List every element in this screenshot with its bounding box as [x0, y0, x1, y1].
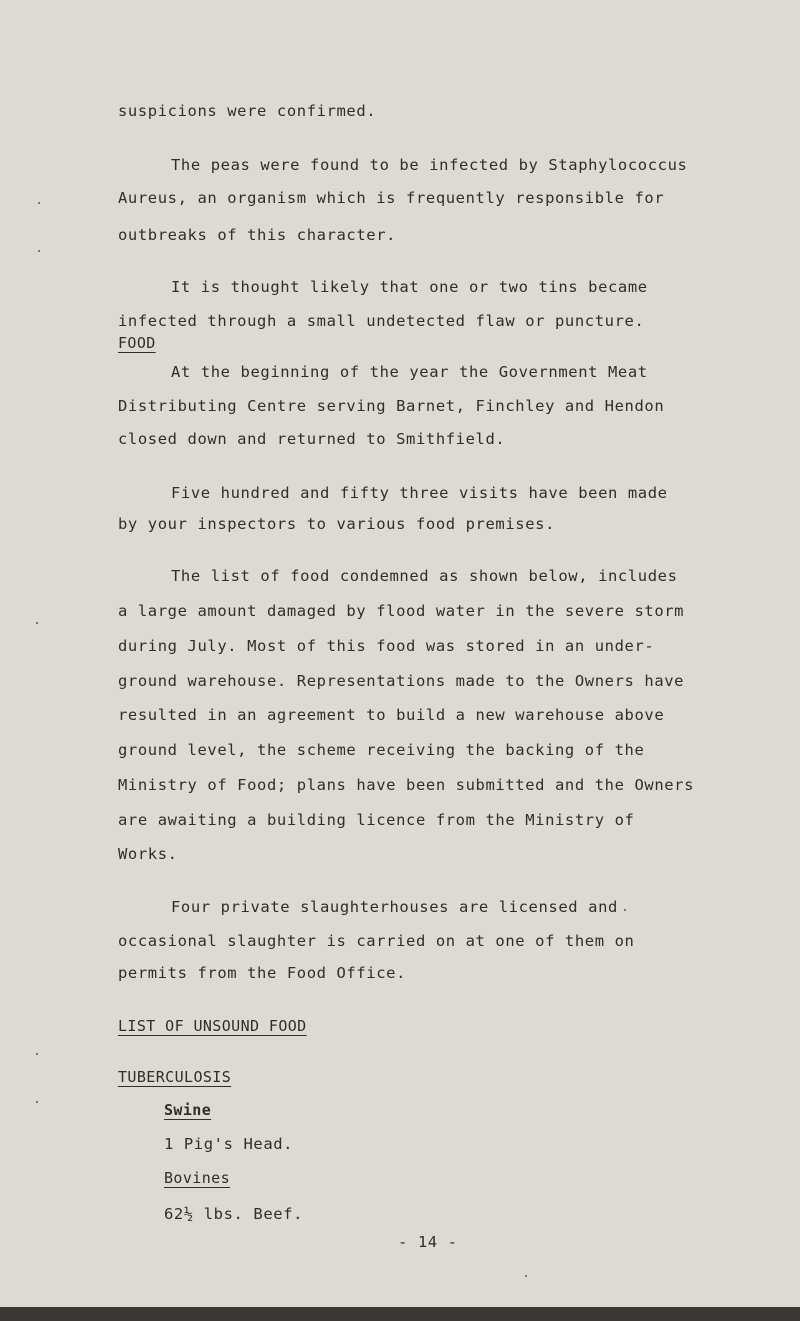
item-swine: 1 Pig's Head. [164, 1135, 294, 1153]
text-line: are awaiting a building licence from the Ministry of [118, 811, 635, 829]
page-number: - 14 - [398, 1233, 458, 1251]
paper-speck [38, 250, 40, 252]
text-line: Distributing Centre serving Barnet, Finchley and Hendon [118, 397, 665, 415]
text-line: a large amount damaged by flood water in the severe storm [118, 602, 685, 620]
paper-speck [624, 909, 626, 911]
paper-speck [36, 1101, 38, 1103]
text-line: At the beginning of the year the Government Meat [171, 363, 648, 381]
text-line: permits from the Food Office. [118, 964, 407, 982]
text-line: Works. [118, 845, 178, 863]
text-line: ground level, the scheme receiving the backing of the [118, 741, 645, 759]
paper-speck [38, 202, 40, 204]
text-line: The list of food condemned as shown below, includes [171, 567, 678, 585]
text-line: outbreaks of this character. [118, 226, 397, 244]
item-bovines: 62½ lbs. Beef. [164, 1205, 304, 1223]
text-line: during July. Most of this food was stored in an under- [118, 637, 655, 655]
text-line: Ministry of Food; plans have been submitted and the Owners [118, 776, 695, 794]
text-line: Four private slaughterhouses are licensed and [171, 898, 618, 916]
text-line: resulted in an agreement to build a new warehouse above [118, 706, 665, 724]
heading-food: FOOD [118, 334, 156, 352]
page-edge-shadow [0, 1307, 800, 1321]
text-line: occasional slaughter is carried on at one of them on [118, 932, 635, 950]
text-line: suspicions were confirmed. [118, 102, 377, 120]
heading-bovines: Bovines [164, 1169, 231, 1187]
text-line: closed down and returned to Smithfield. [118, 430, 506, 448]
text-line: Five hundred and fifty three visits have been made [171, 484, 668, 502]
paper-speck [36, 622, 38, 624]
paper-speck [36, 1053, 38, 1055]
text-line: Aureus, an organism which is frequently responsible for [118, 189, 665, 207]
text-line: It is thought likely that one or two tins became [171, 278, 648, 296]
heading-tuberculosis: TUBERCULOSIS [118, 1068, 232, 1086]
text-line: The peas were found to be infected by Staphylococcus [171, 156, 688, 174]
text-line: by your inspectors to various food premises. [118, 515, 555, 533]
paper-speck [525, 1275, 527, 1277]
text-line: infected through a small undetected flaw or puncture. [118, 312, 645, 330]
heading-list-unsound-food: LIST OF UNSOUND FOOD [118, 1017, 307, 1035]
text-line: ground warehouse. Representations made to the Owners have [118, 672, 685, 690]
heading-swine: Swine [164, 1101, 212, 1119]
